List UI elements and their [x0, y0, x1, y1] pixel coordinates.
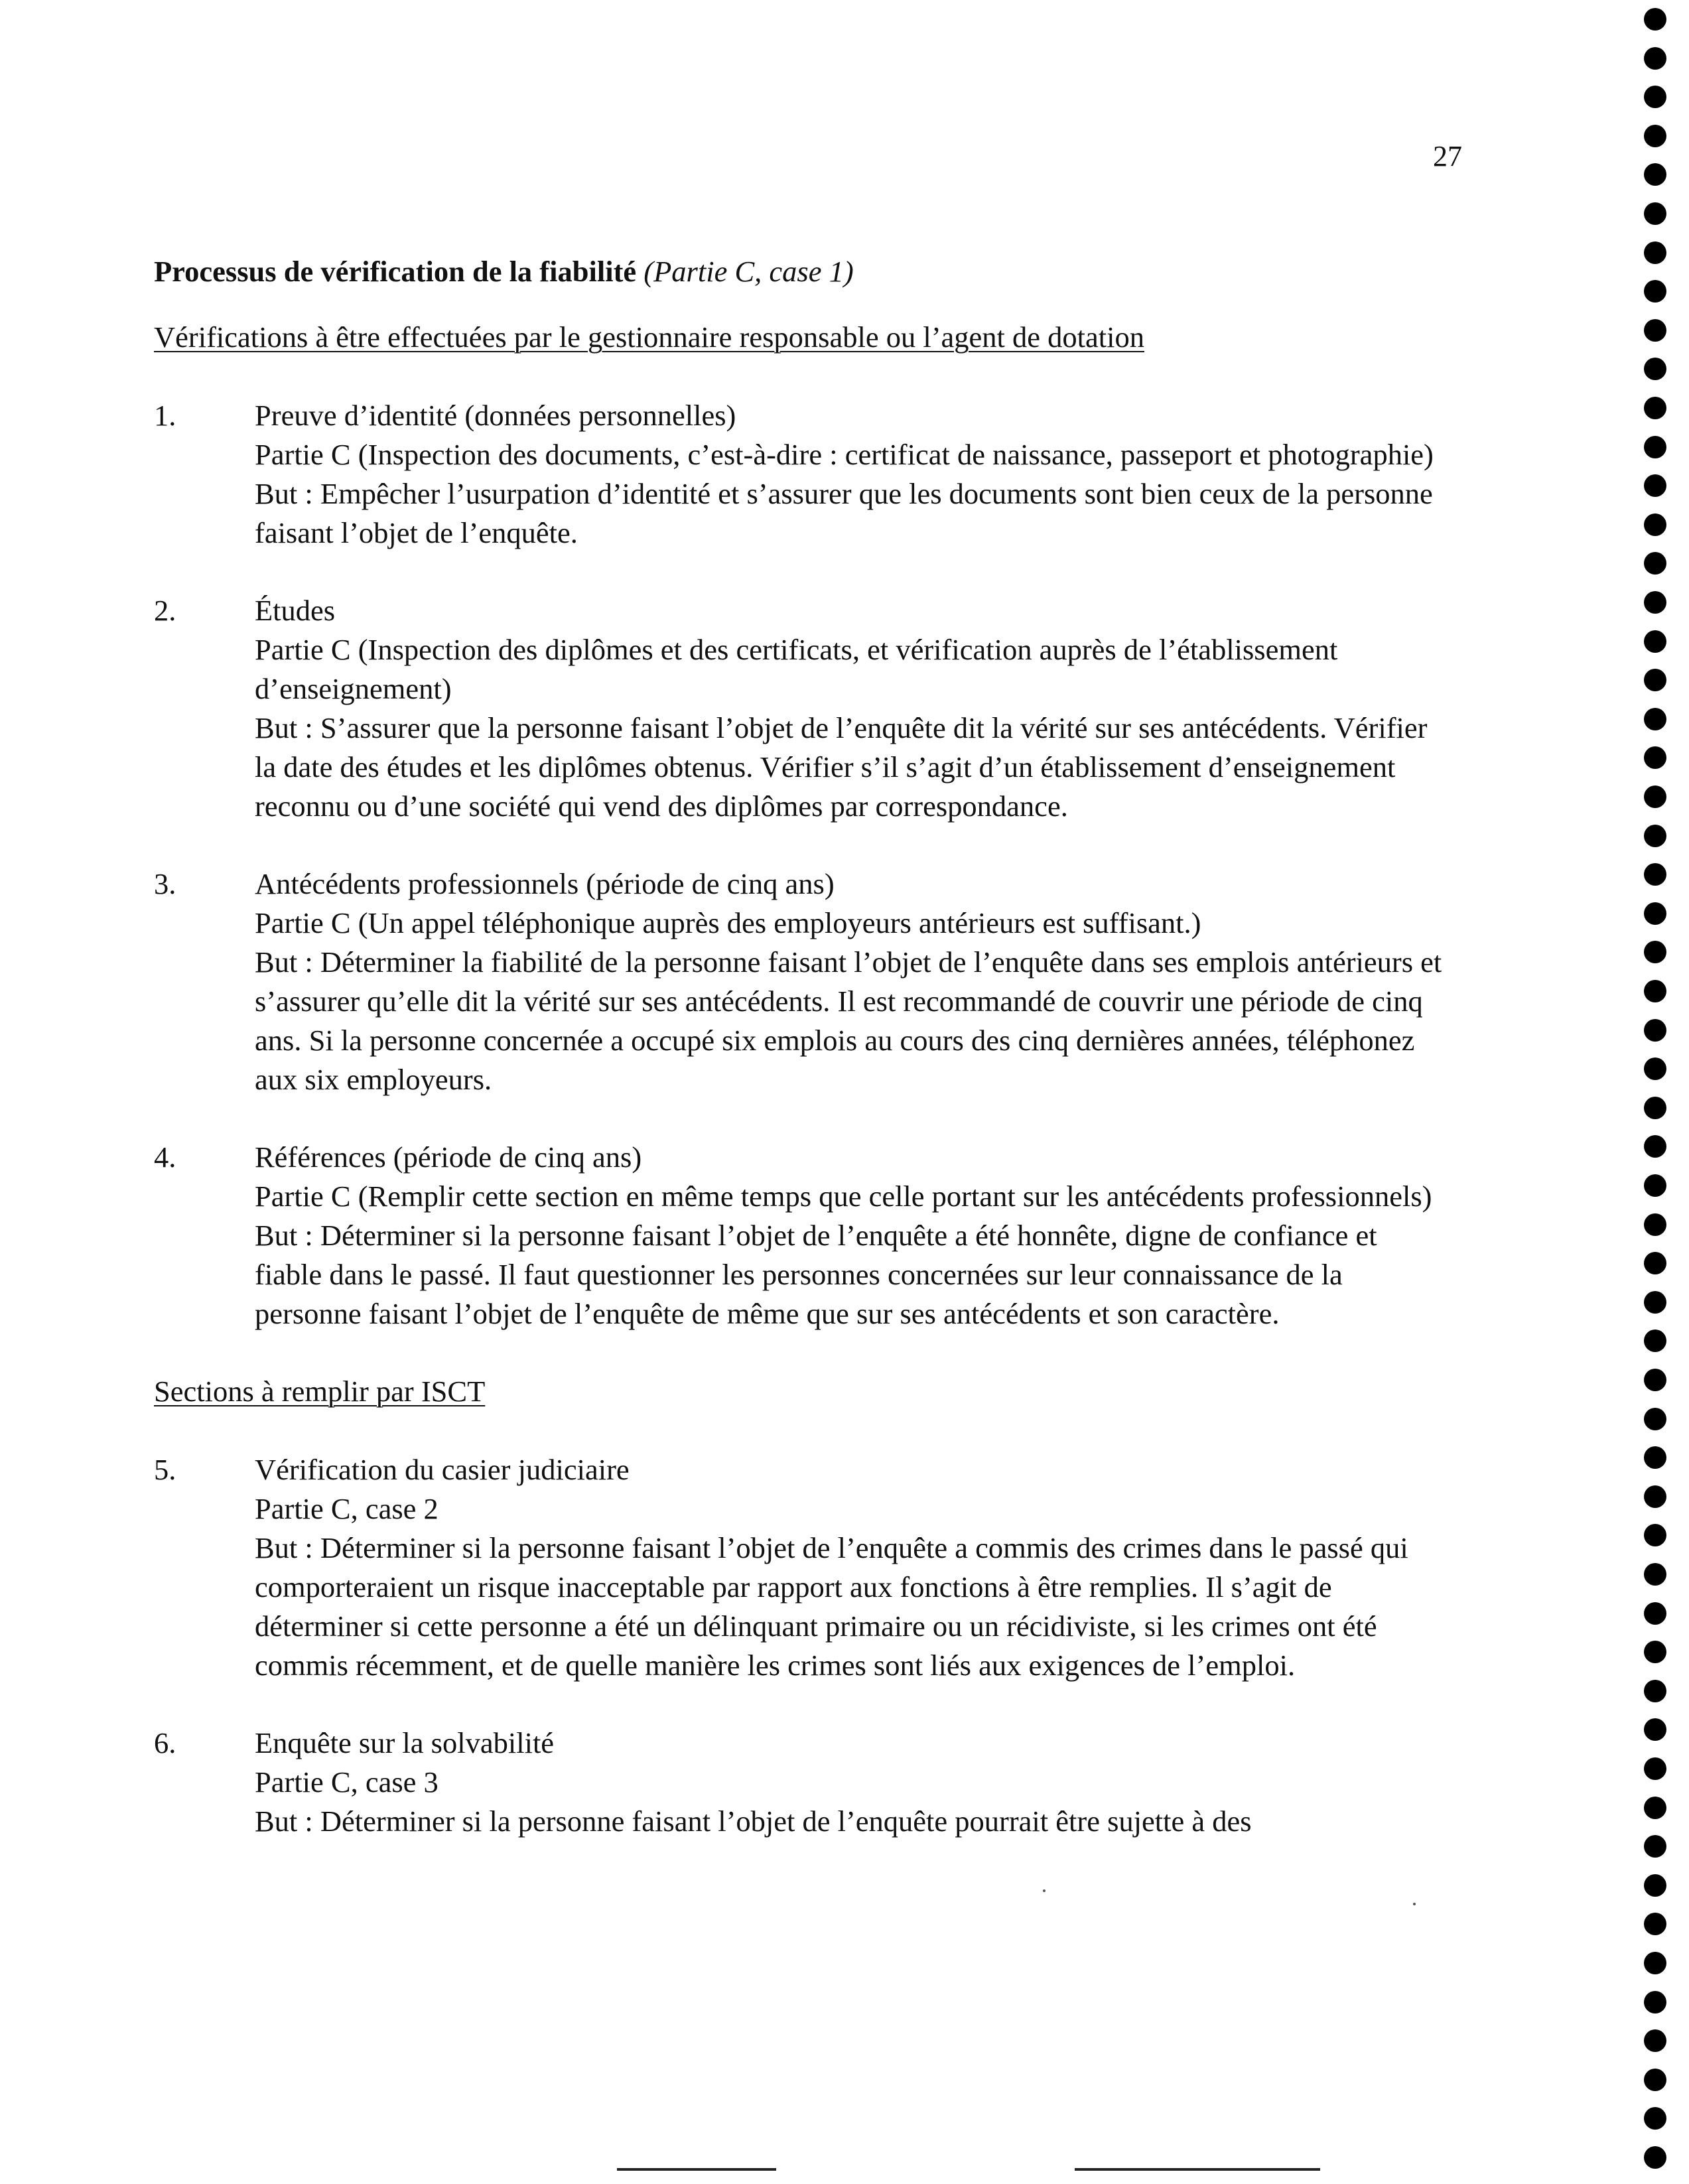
page-number: 27 [1433, 140, 1462, 172]
list-item [154, 864, 1481, 1099]
list-item [154, 396, 1481, 553]
item-partie: Partie C, case 2 [255, 1492, 439, 1525]
binder-hole [1644, 591, 1666, 614]
binder-hole [1644, 669, 1666, 691]
item-partie: Partie C (Un appel téléphonique auprès des employeurs antérieurs est suffisant.) [255, 906, 1201, 939]
binder-hole [1644, 47, 1666, 70]
item-heading: Preuve d’identité (données personnelles) [255, 399, 736, 432]
binder-hole [1644, 1602, 1666, 1625]
binder-hole [1644, 1524, 1666, 1546]
binder-hole [1644, 474, 1666, 497]
item-number: 1. [154, 399, 176, 432]
binder-hole [1644, 941, 1666, 963]
section-heading-isct: Sections à remplir par ISCT [154, 1375, 486, 1408]
binder-hole [1644, 746, 1666, 769]
binder-hole [1644, 1641, 1666, 1663]
binder-hole [1644, 1718, 1666, 1741]
item-but: But : Empêcher l’usurpation d’identité et s’assurer que les documents sont bien ceux de la personne faisant l’objet de l’enquête. [255, 477, 1433, 549]
bottom-rule-left [617, 2168, 776, 2171]
binder-hole [1644, 1835, 1666, 1858]
binder-hole [1644, 163, 1666, 186]
binder-hole [1644, 1097, 1666, 1119]
binder-hole [1644, 241, 1666, 264]
binder-hole [1644, 1952, 1666, 1974]
item-heading: Enquête sur la solvabilité [255, 1726, 555, 1759]
scan-speck [1043, 1889, 1046, 1892]
binder-hole [1644, 397, 1666, 419]
item-but: But : Déterminer si la personne faisant l’objet de l’enquête pourrait être sujette à des [255, 1805, 1252, 1838]
item-partie: Partie C (Inspection des diplômes et des certificats, et vérification auprès de l’établissement d’enseignement) [255, 633, 1338, 705]
binder-hole [1644, 1913, 1666, 1935]
document-title [154, 252, 1481, 291]
binder-hole [1644, 1135, 1666, 1158]
binder-hole [1644, 1252, 1666, 1274]
binder-hole [1644, 2029, 1666, 2052]
item-body [255, 1138, 1442, 1333]
binder-hole [1644, 902, 1666, 925]
binder-hole [1644, 1213, 1666, 1236]
binder-hole [1644, 785, 1666, 808]
document-title-bold: Processus de vérification de la fiabilité [154, 255, 637, 288]
item-but: But : Déterminer si la personne faisant l’objet de l’enquête a été honnête, digne de confiance et fiable dans le passé. Il faut questionner les personnes concernées sur leur connaissance de la personne faisant l’objet de l’enquête de même que sur ses antécédents et son caractère. [255, 1219, 1377, 1330]
binder-hole [1644, 1058, 1666, 1080]
binder-hole [1644, 2069, 1666, 2091]
binder-hole [1644, 552, 1666, 575]
item-number: 3. [154, 867, 176, 900]
binder-hole [1644, 1330, 1666, 1352]
binder-hole [1644, 863, 1666, 886]
item-heading: Références (période de cinq ans) [255, 1140, 642, 1174]
scan-speck [1413, 1903, 1416, 1905]
binder-hole [1644, 825, 1666, 847]
item-partie: Partie C (Remplir cette section en même temps que celle portant sur les antécédents professionnels) [255, 1180, 1432, 1213]
item-heading: Vérification du casier judiciaire [255, 1453, 630, 1486]
binder-hole [1644, 1291, 1666, 1314]
item-body [255, 1724, 1442, 1841]
binder-hole [1644, 125, 1666, 147]
item-body [255, 591, 1442, 826]
binder-hole [1644, 358, 1666, 380]
item-number: 6. [154, 1726, 176, 1759]
list-item [154, 1450, 1481, 1685]
item-number: 5. [154, 1453, 176, 1486]
binder-hole [1644, 1369, 1666, 1391]
item-heading: Antécédents professionnels (période de cinq ans) [255, 867, 835, 900]
binder-hole [1644, 2107, 1666, 2130]
binder-hole [1644, 2146, 1666, 2169]
item-partie: Partie C, case 3 [255, 1765, 439, 1799]
binder-hole [1644, 1446, 1666, 1469]
document-body [154, 252, 1481, 1879]
item-body [255, 864, 1442, 1099]
binder-hole [1644, 1408, 1666, 1430]
binder-holes [1644, 0, 1670, 2184]
binder-hole [1644, 1797, 1666, 1819]
binder-hole [1644, 630, 1666, 653]
item-but: But : Déterminer si la personne faisant l’objet de l’enquête a commis des crimes dans le passé qui comporteraient un risque inacceptable par rapport aux fonctions à être remplies. Il s’agit de déterminer si cette personne a été un délinquant primaire ou un récidiviste, si les crimes ont été commis récemment, et de quelle manière les crimes sont liés aux exigences de l’emploi. [255, 1531, 1408, 1682]
item-heading: Études [255, 594, 336, 627]
binder-hole [1644, 202, 1666, 225]
list-item [154, 1138, 1481, 1333]
binder-hole [1644, 1757, 1666, 1780]
section-heading-gestionnaire: Vérifications à être effectuées par le gestionnaire responsable ou l’agent de dotation [154, 320, 1145, 354]
binder-hole [1644, 8, 1666, 31]
binder-hole [1644, 86, 1666, 108]
binder-hole [1644, 1680, 1666, 1702]
document-title-italic: (Partie C, case 1) [643, 255, 854, 288]
item-body [255, 1450, 1442, 1685]
item-partie: Partie C (Inspection des documents, c’est-à-dire : certificat de naissance, passeport et photographie) [255, 438, 1434, 471]
binder-hole [1644, 1991, 1666, 2013]
binder-hole [1644, 708, 1666, 730]
bottom-rule-right [1075, 2168, 1320, 2171]
binder-hole [1644, 1019, 1666, 1042]
binder-hole [1644, 1485, 1666, 1508]
item-number: 2. [154, 594, 176, 627]
item-number: 4. [154, 1140, 176, 1174]
binder-hole [1644, 513, 1666, 536]
list-item [154, 1724, 1481, 1841]
binder-hole [1644, 280, 1666, 303]
binder-hole [1644, 436, 1666, 458]
item-body [255, 396, 1442, 553]
list-item [154, 591, 1481, 826]
binder-hole [1644, 1874, 1666, 1897]
binder-hole [1644, 1563, 1666, 1586]
item-but: But : Déterminer la fiabilité de la personne faisant l’objet de l’enquête dans ses emplois antérieurs et s’assurer qu’elle dit la vérité sur ses antécédents. Il est recommandé de couvrir une période de cinq ans. Si la personne concernée a occupé six emplois au cours des cinq dernières années, téléphonez aux six employeurs. [255, 945, 1442, 1096]
binder-hole [1644, 980, 1666, 1002]
item-but: But : S’assurer que la personne faisant l’objet de l’enquête dit la vérité sur ses antécédents. Vérifier la date des études et les diplômes obtenus. Vérifier s’il s’agit d’un établissement d’enseignement reconnu ou d’une société qui vend des diplômes par correspondance. [255, 711, 1428, 823]
binder-hole [1644, 1174, 1666, 1197]
binder-hole [1644, 319, 1666, 342]
